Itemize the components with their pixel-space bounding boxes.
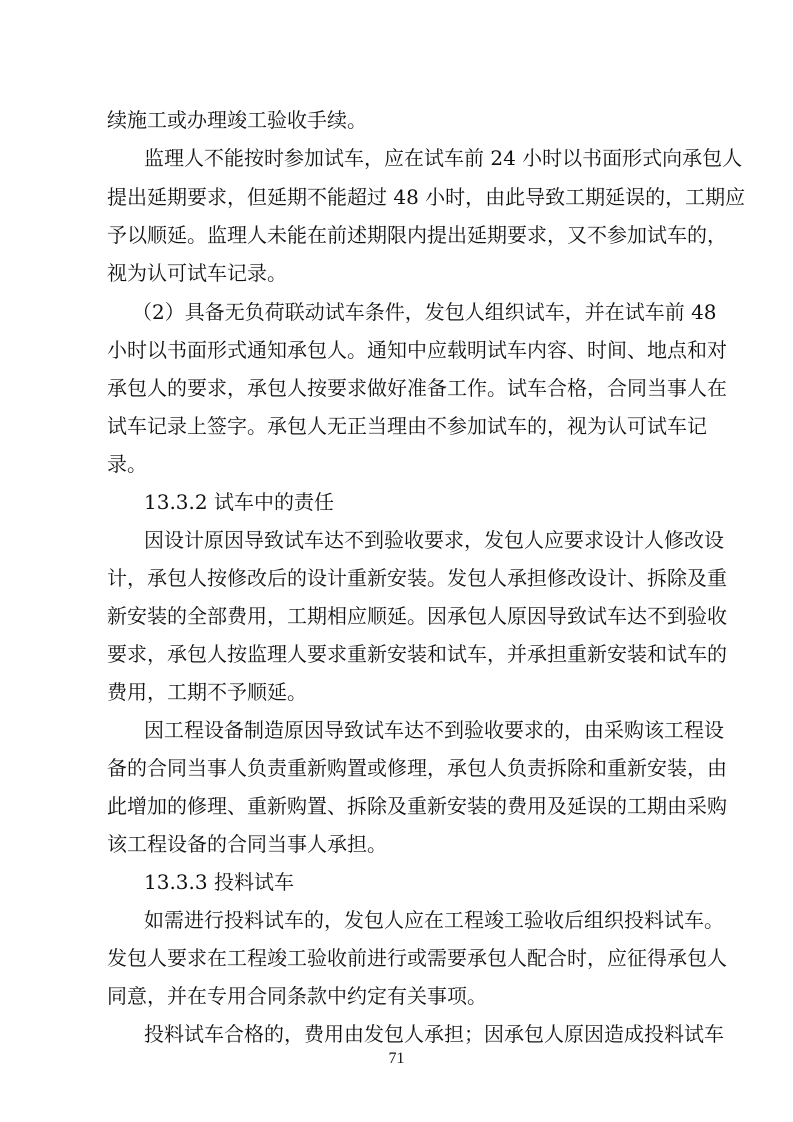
text-line: 要求，承包人按监理人要求重新安装和试车，并承担重新安装和试车的 — [107, 642, 727, 666]
text-line: 小时以书面形式通知承包人。通知中应载明试车内容、时间、地点和对 — [107, 338, 727, 362]
text-line: 同意，并在专用合同条款中约定有关事项。 — [107, 984, 487, 1008]
text-line: 提出延期要求，但延期不能超过 48 小时，由此导致工期延误的，工期应 — [107, 185, 746, 209]
text-line: 该工程设备的合同当事人承担。 — [107, 832, 387, 856]
text-line: （2）具备无负荷联动试车条件，发包人组织试车，并在试车前 48 — [132, 300, 717, 324]
text-line: 备的合同当事人负责重新购置或修理，承包人负责拆除和重新安装，由 — [107, 756, 727, 780]
section-heading: 13.3.2 试车中的责任 — [144, 490, 334, 514]
text-line: 费用，工期不予顺延。 — [107, 680, 307, 704]
text-line: 因工程设备制造原因导致试车达不到验收要求的，由采购该工程设 — [144, 718, 724, 742]
text-line: 续施工或办理竣工验收手续。 — [107, 108, 367, 132]
text-line: 如需进行投料试车的，发包人应在工程竣工验收后组织投料试车。 — [144, 908, 724, 932]
text-line: 因设计原因导致试车达不到验收要求，发包人应要求设计人修改设 — [144, 528, 724, 552]
text-line: 监理人不能按时参加试车，应在试车前 24 小时以书面形式向承包人 — [144, 146, 743, 170]
text-line: 予以顺延。监理人未能在前述期限内提出延期要求，又不参加试车的， — [107, 223, 727, 247]
text-line: 录。 — [107, 452, 147, 476]
text-line: 新安装的全部费用，工期相应顺延。因承包人原因导致试车达不到验收 — [107, 604, 727, 628]
page-number: 71 — [388, 1050, 405, 1067]
text-line: 承包人的要求，承包人按要求做好准备工作。试车合格，合同当事人在 — [107, 376, 727, 400]
section-heading: 13.3.3 投料试车 — [144, 870, 294, 894]
text-line: 此增加的修理、重新购置、拆除及重新安装的费用及延误的工期由采购 — [107, 794, 727, 818]
text-line: 计，承包人按修改后的设计重新安装。发包人承担修改设计、拆除及重 — [107, 566, 727, 590]
text-line: 发包人要求在工程竣工验收前进行或需要承包人配合时，应征得承包人 — [107, 946, 727, 970]
text-line: 试车记录上签字。承包人无正当理由不参加试车的，视为认可试车记 — [107, 414, 707, 438]
text-line: 投料试车合格的，费用由发包人承担；因承包人原因造成投料试车 — [144, 1022, 724, 1046]
text-line: 视为认可试车记录。 — [107, 261, 287, 285]
